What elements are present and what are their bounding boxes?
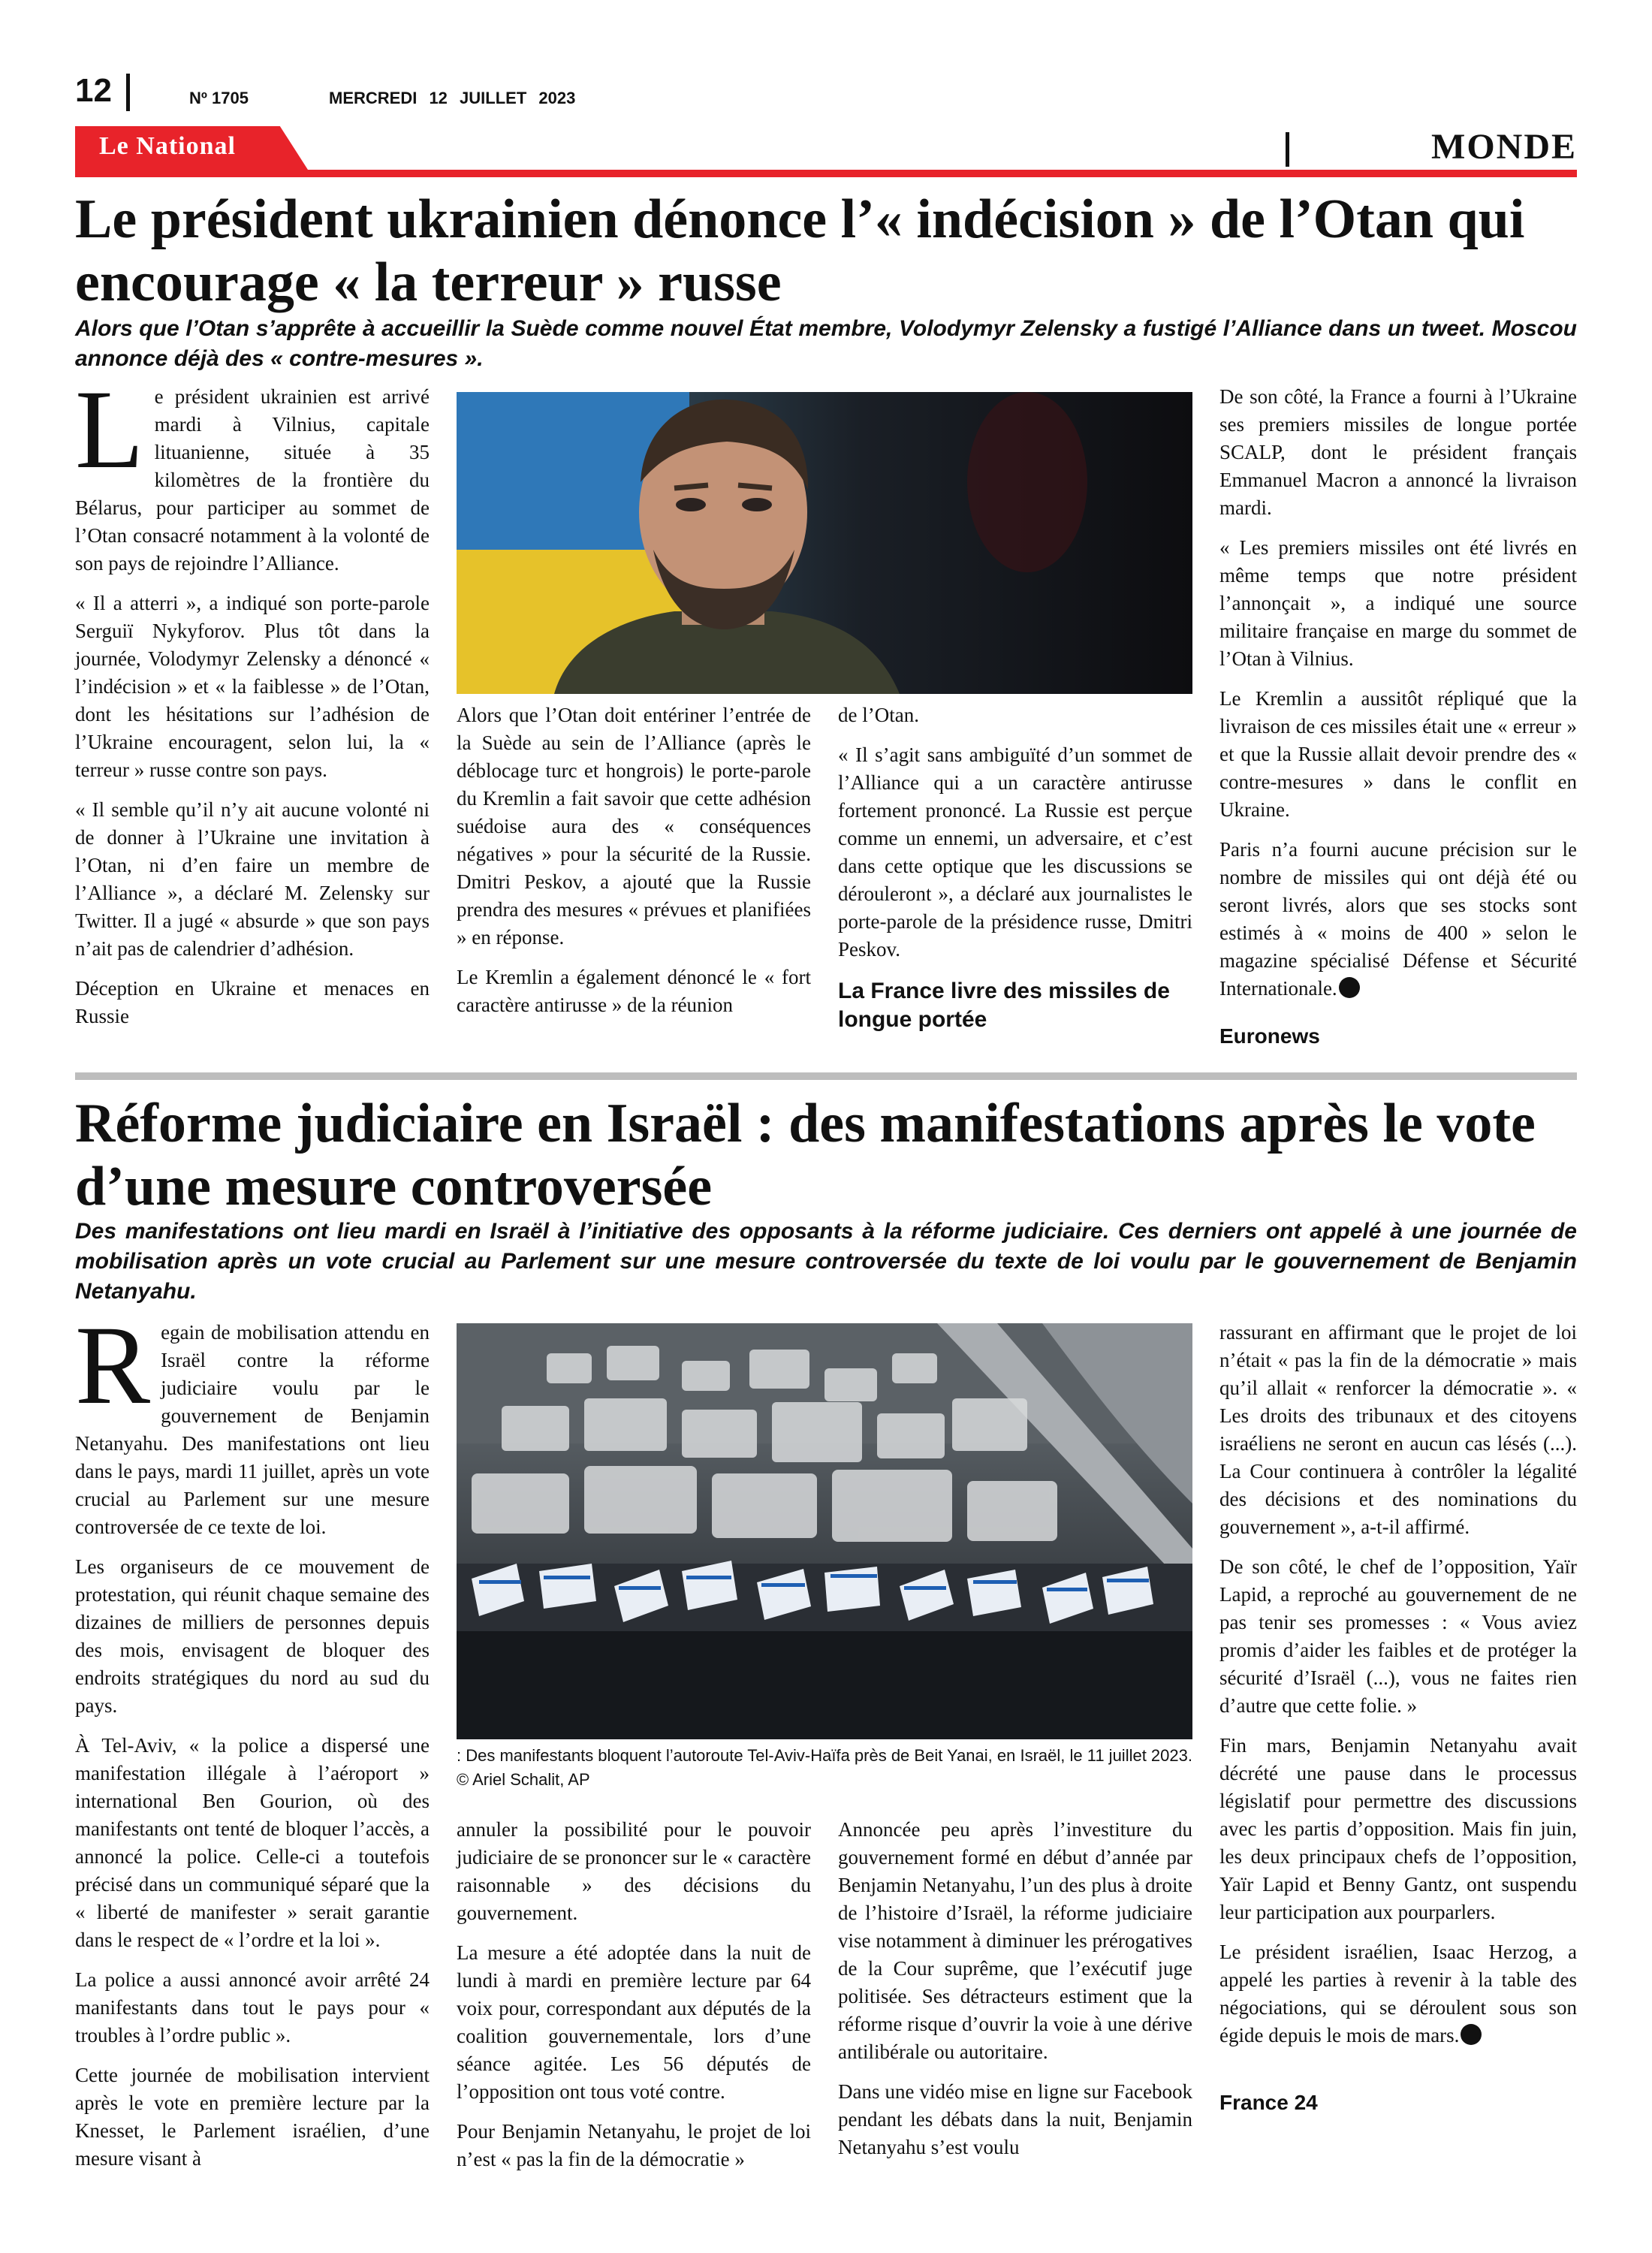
paragraph: egain de mobilisation attendu en Israël contre la réforme judiciaire voulu par le gouvernement de Benjamin Netanyahu. Des manifestations ont lieu dans le pays, mardi 11 juillet, après un vote crucial au Parlement sur une mesure controversée de ce texte de loi. <box>75 1321 430 1538</box>
article1-column-2 <box>457 701 811 1031</box>
paragraph: Le président israélien, Isaac Herzog, a appelé les parties à revenir à la table des négociations, qui se déroulent sous son égide depuis le mois de mars. <box>1219 1941 1577 2046</box>
section-title: MONDE <box>1431 127 1577 167</box>
article1-dropcap: L <box>75 367 144 492</box>
article2-headline: Réforme judiciaire en Israël : des manifestations après le vote d’une mesure controversée <box>75 1093 1536 1217</box>
article2-photo-caption: : Des manifestants bloquent l’autoroute Tel-Aviv-Haïfa près de Beit Yanai, en Israël, le 11 juillet 2023. © Ariel Schalit, AP <box>457 1746 1192 1789</box>
article1-source: Euronews <box>1219 1024 1320 1048</box>
protest-illustration <box>457 1323 1192 1739</box>
end-of-article-icon <box>1339 977 1360 998</box>
paragraph: Alors que l’Otan doit entériner l’entrée de la Suède au sein de l’Alliance (après le déblocage turc et hongrois) le porte-parole du Kremlin a fait savoir que cette adhésion suédoise aura des « conséquences négatives » pour la sécurité de la Russie. Dmitri Peskov, a ajouté que la Russie prendra des mesures « prévues et planifiées » en réponse. <box>457 704 811 949</box>
paragraph: La police a aussi annoncé avoir arrêté 24 manifestants dans tout le pays pour « troubles à l’ordre public ». <box>75 1968 430 2046</box>
paragraph: Dans une vidéo mise en ligne sur Facebook pendant les débats dans la nuit, Benjamin Netanyahu s’est voulu <box>838 2080 1192 2158</box>
page-number: 12 <box>75 72 112 109</box>
article2-column-4 <box>1219 1319 1577 2128</box>
paragraph: La mesure a été adoptée dans la nuit de lundi à mardi en première lecture par 64 voix pour, correspondant aux députés de la coalition gouvernementale, lors d’une séance agitée. Les 56 députés de l’opposition ont tous voté contre. <box>457 1941 811 2103</box>
article2-dropcap: R <box>75 1303 151 1428</box>
paragraph: De son côté, la France a fourni à l’Ukraine ses premiers missiles de longue portée SCALP, dont le président français Emmanuel Macron a annoncé la livraison mardi. <box>1219 385 1577 519</box>
article1-column-4 <box>1219 383 1577 1062</box>
paragraph: « Il s’agit sans ambiguïté d’un sommet de l’Alliance qui a un caractère antirusse fortement prononcé. La Russie est perçue comme un ennemi, un adversaire, et c’est dans cette optique que les discussions se dérouleront », a déclaré aux journalistes le porte-parole de la présidence russe, Dmitri Peskov. <box>838 743 1192 961</box>
article-divider <box>75 1072 1577 1080</box>
paragraph: Le Kremlin a également dénoncé le « fort caractère antirusse » de la réunion <box>457 966 811 1016</box>
paragraph: Les organiseurs de ce mouvement de protestation, qui réunit chaque semaine des dizaines de milliers de personnes depuis des mois, envisagent de bloquer des endroits stratégiques du nord au sud du pays. <box>75 1555 430 1717</box>
paragraph: Fin mars, Benjamin Netanyahu avait décrété une pause dans le processus législatif pour permettre des discussions avec les partis d’opposition. Mais fin juin, les deux principaux chefs de l’opposition, Yaïr Lapid et Benny Gantz, ont suspendu leur participation aux pourparlers. <box>1219 1734 1577 1923</box>
article1-subhead: La France livre des missiles de longue portée <box>838 979 1170 1032</box>
section-divider <box>1286 132 1289 167</box>
paragraph: Le Kremlin a aussitôt répliqué que la livraison de ces missiles était une « erreur » et que la Russie allait devoir prendre des « contre-mesures » dans le conflit en Ukraine. <box>1219 687 1577 821</box>
article1-headline: Le président ukrainien dénonce l’« indécision » de l’Otan qui encourage « la terreur » russe <box>75 189 1525 313</box>
article1-column-3 <box>838 701 1192 1045</box>
publication-date: MERCREDI 12 JUILLET 2023 <box>329 89 576 107</box>
paragraph: « Les premiers missiles ont été livrés en même temps que notre président l’annonçait », a indiqué une source militaire française en marge du sommet de l’Otan à Vilnius. <box>1219 536 1577 670</box>
paragraph: Paris n’a fourni aucune précision sur le nombre de missiles qui ont déjà été ou seront livrés, alors que ses stocks sont estimés à « moins de 400 » selon le magazine spécialisé Défense et Sécurité Internationale. <box>1219 838 1577 1000</box>
issue-number: Nº 1705 <box>189 89 249 107</box>
end-of-article-icon <box>1461 2024 1482 2045</box>
protest-highway-photo <box>457 1323 1192 1739</box>
paragraph: « Il a atterri », a indiqué son porte-parole Serguiï Nykyforov. Plus tôt dans la journée, Volodymyr Zelensky a dénoncé « l’indécision » et « la faiblesse » de l’Otan, dont les hésitations sur l’adhésion de l’Ukraine encouragent, selon lui, la « terreur » russe contre son pays. <box>75 592 430 781</box>
publication-name: Le National <box>99 132 236 160</box>
header-rule <box>75 170 1577 177</box>
paragraph: annuler la possibilité pour le pouvoir judiciaire de se prononcer sur le « caractère raisonnable » des décisions du gouvernement. <box>457 1818 811 1924</box>
paragraph: Pour Benjamin Netanyahu, le projet de loi n’est « pas la fin de la démocratie » <box>457 2120 811 2170</box>
article2-column-1 <box>75 1303 430 2185</box>
paragraph: De son côté, le chef de l’opposition, Yaïr Lapid, a reproché au gouvernement de ne pas tenir ses promesses : « Vous aviez promis d’aider les faibles et de protéger la sécurité d’Israël (...), vous ne faites rien d’autre que cette folie. » <box>1219 1555 1577 1717</box>
paragraph: Annoncée peu après l’investiture du gouvernement formé en début d’année par Benjamin Netanyahu, l’un des plus à droite de l’histoire d’Israël, la réforme judiciaire vise notamment à diminuer les prérogatives de la Cour suprême, que l’exécutif juge politisée. Ses détracteurs estiment que la réforme risque d’ouvrir la voie à une dérive antilibérale ou autoritaire. <box>838 1818 1192 2063</box>
article2-standfirst: Des manifestations ont lieu mardi en Israël à l’initiative des opposants à la réforme judiciaire. Ces derniers ont appelé à une journée de mobilisation après un vote crucial au Parlement sur une mesure controversée du texte de loi voulu par le gouvernement de Benjamin Netanyahu. <box>75 1219 1577 1304</box>
portrait-illustration <box>457 392 1192 694</box>
paragraph: e président ukrainien est arrivé mardi à Vilnius, capitale lituanienne, située à 35 kilomètres de la frontière du Bélarus, pour participer au sommet de l’Otan consacré notamment à la volonté de son pays de rejoindre l’Alliance. <box>75 385 430 575</box>
article1-standfirst: Alors que l’Otan s’apprête à accueillir la Suède comme nouvel État membre, Volodymyr Zelensky a fustigé l’Alliance dans un tweet. Moscou annonce déjà des « contre-mesures ». <box>75 316 1577 371</box>
page-number-divider <box>126 74 130 111</box>
article2-source: France 24 <box>1219 2091 1318 2114</box>
article1-column-1 <box>75 367 430 1042</box>
paragraph: rassurant en affirmant que le projet de loi n’était « pas la fin de la démocratie » mais qu’il allait « renforcer la démocratie ». « Les droits des tribunaux et des citoyens israéliens ne seront en aucun cas lésés (...). La Cour continuera à contrôler la légalité des décisions et des nominations du gouvernement », a-t-il affirmé. <box>1219 1321 1577 1538</box>
paragraph: À Tel-Aviv, « la police a dispersé une manifestation illégale à l’aéroport » international Ben Gourion, où des manifestants ont tenté de bloquer l’accès, a annoncé la police. Celle-ci a toutefois précisé dans un communiqué séparé que la « liberté de manifester » serait garantie dans le respect de « l’ordre et la loi ». <box>75 1734 430 1951</box>
zelensky-portrait-photo <box>457 392 1192 694</box>
paragraph: Déception en Ukraine et menaces en Russie <box>75 977 430 1027</box>
article2-column-3 <box>838 1816 1192 2173</box>
paragraph: de l’Otan. <box>838 704 919 726</box>
paragraph: Cette journée de mobilisation intervient après le vote en première lecture par la Knesset, le Parlement israélien, d’une mesure visant à <box>75 2064 430 2170</box>
paragraph: « Il semble qu’il n’y ait aucune volonté ni de donner à l’Ukraine une invitation à l’Otan, ni d’en faire un membre de l’Alliance », a déclaré M. Zelensky sur Twitter. Il a jugé « absurde » que son pays n’ait pas de calendrier d’adhésion. <box>75 798 430 960</box>
article2-column-2 <box>457 1816 811 2185</box>
